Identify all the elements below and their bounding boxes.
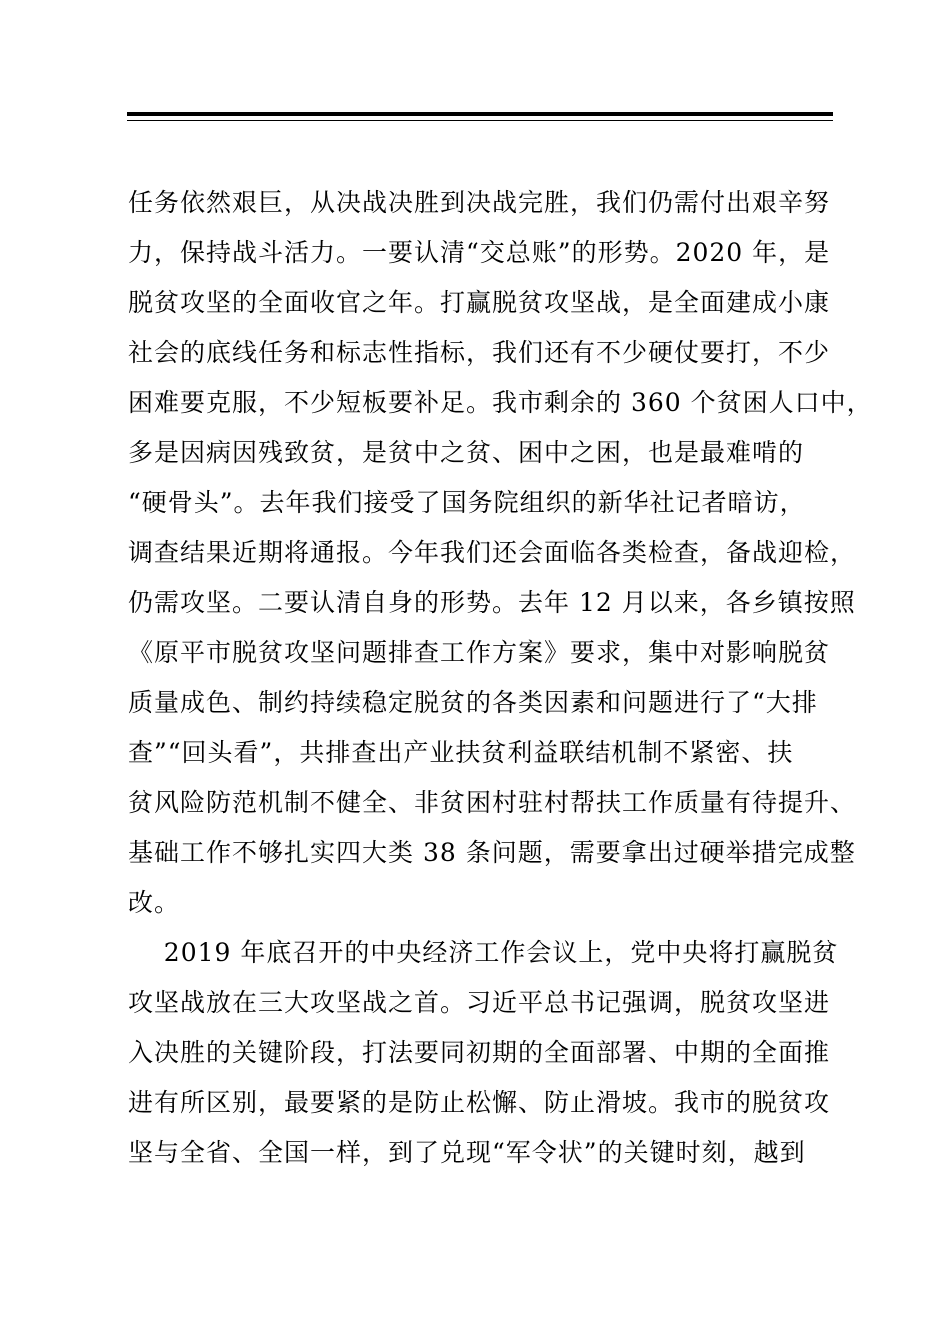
text-line: 攻坚战放在三大攻坚战之首。习近平总书记强调，脱贫攻坚进 (128, 988, 831, 1017)
text-line: 力，保持战斗活力。一要认清“交总账”的形势。2020 年，是 (128, 238, 831, 267)
text-line: 任务依然艰巨，从决战决胜到决战完胜，我们仍需付出艰辛努 (128, 188, 831, 217)
text-line: 脱贫攻坚的全面收官之年。打赢脱贫攻坚战，是全面建成小康 (128, 288, 831, 317)
text-line: 入决胜的关键阶段，打法要同初期的全面部署、中期的全面推 (128, 1038, 831, 1067)
text-line: 基础工作不够扎实四大类 38 条问题，需要拿出过硬举措完成整 (128, 838, 856, 867)
text-line: 2019 年底召开的中央经济工作会议上，党中央将打赢脱贫 (128, 938, 839, 967)
text-line: 仍需攻坚。二要认清自身的形势。去年 12 月以来，各乡镇按照 (128, 588, 856, 617)
text-line: 社会的底线任务和标志性指标，我们还有不少硬仗要打，不少 (128, 338, 831, 367)
text-line: 查”“回头看”，共排查出产业扶贫利益联结机制不紧密、扶 (128, 738, 794, 767)
text-line: 改。 (128, 888, 181, 917)
text-line: 坚与全省、全国一样，到了兑现“军令状”的关键时刻，越到 (128, 1138, 806, 1167)
text-line: 质量成色、制约持续稳定脱贫的各类因素和问题进行了“大排 (128, 688, 818, 717)
text-line: 调查结果近期将通报。今年我们还会面临各类检查，备战迎检， (128, 538, 857, 567)
text-line: “硬骨头”。去年我们接受了国务院组织的新华社记者暗访， (128, 488, 806, 517)
body-text (128, 178, 873, 1178)
header-rule-thin (127, 120, 833, 121)
text-line: 进有所区别，最要紧的是防止松懈、防止滑坡。我市的脱贫攻 (128, 1088, 831, 1117)
text-line: 《原平市脱贫攻坚问题排查工作方案》要求，集中对影响脱贫 (128, 638, 831, 667)
text-line: 多是因病因残致贫，是贫中之贫、困中之困，也是最难啃的 (128, 438, 805, 467)
header-rule-thick (127, 112, 833, 116)
text-line: 困难要克服，不少短板要补足。我市剩余的 360 个贫困人口中， (128, 388, 873, 417)
text-line: 贫风险防范机制不健全、非贫困村驻村帮扶工作质量有待提升、 (128, 788, 857, 817)
